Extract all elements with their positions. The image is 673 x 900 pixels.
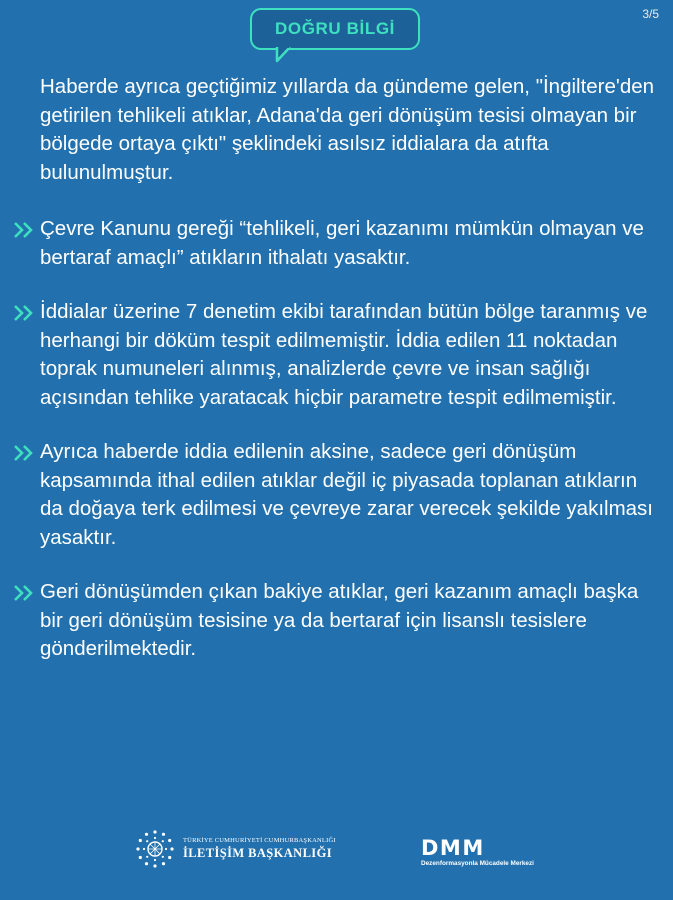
point-item bbox=[40, 215, 662, 272]
point-text: Ayrıca haberde iddia edilenin aksine, sadece geri dönüşüm kapsamında ithal edilen atıklar değil iç piyasada toplanan atıkların da doğaya terk edilmesi ve çevreye zarar verecek şekilde yakılması yasaktır. bbox=[40, 440, 653, 549]
double-chevron-right-icon bbox=[13, 585, 39, 601]
emblem-icon bbox=[135, 829, 175, 869]
iletisim-baskanligi-logo bbox=[135, 829, 336, 869]
point-text: Geri dönüşümden çıkan bakiye atıklar, geri kazanım amaçlı başka bir geri dönüşüm tesisine ya da bertaraf için lisanslı tesislere gönderilmektedir. bbox=[40, 580, 639, 660]
page-counter: 3/5 bbox=[642, 7, 659, 21]
dmm-logo: DMM bbox=[421, 836, 485, 860]
point-text: İddialar üzerine 7 denetim ekibi tarafından bütün bölge taranmış ve herhangi bir döküm tespit edilmemiştir. İddia edilen 11 noktadan toprak numuneleri alınmış, analizlerde çevre ve insan sağlığı açısından tehlike yaratacak hiçbir parametre tespit edilmemiştir. bbox=[40, 300, 648, 409]
point-item bbox=[40, 578, 662, 664]
intro-paragraph: Haberde ayrıca geçtiğimiz yıllarda da gündeme gelen, "İngiltere'den getirilen tehlikeli atıklar, Adana'da geri dönüşüm tesisi olmayan bir bölgede ortaya çıktı" şeklindeki asılsız iddialara da atıfta bulunulmuştur. bbox=[40, 75, 655, 184]
double-chevron-right-icon bbox=[13, 305, 39, 321]
dmm-logo-block bbox=[421, 838, 534, 867]
dmm-subtitle: Dezenformasyonla Mücadele Merkezi bbox=[421, 860, 534, 867]
point-text: Çevre Kanunu gereği “tehlikeli, geri kazanımı mümkün olmayan ve bertaraf amaçlı” atıkların ithalatı yasaktır. bbox=[40, 217, 644, 269]
double-chevron-right-icon bbox=[13, 222, 39, 238]
point-item bbox=[40, 298, 662, 412]
badge-label: DOĞRU BİLGİ bbox=[275, 19, 395, 38]
double-chevron-right-icon bbox=[13, 445, 39, 461]
point-item bbox=[40, 438, 662, 552]
correct-info-badge bbox=[250, 8, 420, 50]
main-content bbox=[40, 73, 662, 690]
org-name: İLETİŞİM BAŞKANLIĞI bbox=[183, 846, 332, 860]
badge-tail-icon bbox=[277, 47, 297, 63]
org-subtitle: TÜRKİYE CUMHURİYETİ CUMHURBAŞKANLIĞI bbox=[183, 837, 336, 844]
